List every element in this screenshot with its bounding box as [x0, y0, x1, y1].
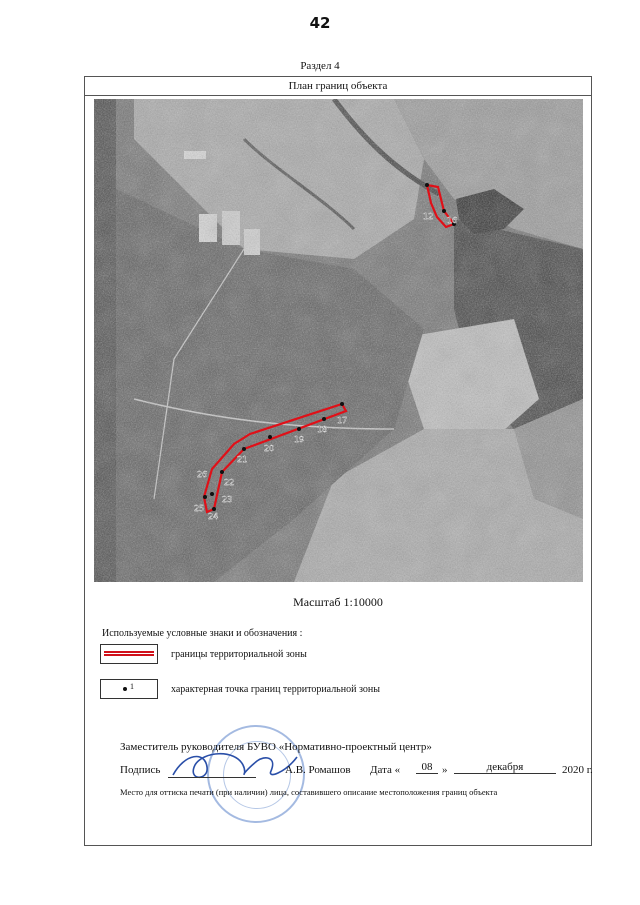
date-year: 2020 г.	[562, 764, 593, 776]
boundary-point	[297, 427, 301, 431]
plan-frame	[84, 76, 592, 846]
seal-placement-note: Место для оттиска печати (при наличии) лица, составившего описание местоположения границ объекта	[120, 787, 498, 797]
boundary-point	[340, 402, 344, 406]
boundary-point	[210, 492, 214, 496]
boundary-point	[442, 209, 446, 213]
point-label: 19	[294, 435, 305, 444]
section-title: Раздел 4	[300, 60, 340, 72]
legend-symbol-boundary	[100, 644, 158, 664]
boundary-point	[220, 470, 224, 474]
boundary-point	[268, 435, 272, 439]
signature-label: Подпись	[120, 764, 161, 776]
date-day-close: »	[442, 764, 448, 776]
point-label: 17	[337, 416, 348, 425]
date-label: Дата «	[370, 764, 401, 776]
legend-symbol-point	[100, 679, 158, 699]
aerial-map	[94, 99, 583, 582]
signature-blank	[168, 764, 256, 778]
date-day: 08	[416, 761, 438, 774]
point-label: 16	[447, 216, 458, 225]
aerial-photo	[94, 99, 583, 582]
date-month: декабря	[454, 761, 556, 774]
map-scale: Масштаб 1:10000	[293, 595, 383, 609]
point-label: 20	[264, 444, 275, 453]
boundary-point	[425, 183, 429, 187]
black-point-icon	[123, 687, 127, 691]
signature-line	[120, 761, 593, 780]
legend-text-point: характерная точка границ территориальной зоны	[171, 684, 380, 695]
legend-point-number: 1	[130, 682, 134, 691]
point-label: 12	[423, 212, 434, 221]
plan-title: План границ объекта	[85, 77, 591, 96]
boundary-point	[203, 495, 207, 499]
point-label: 25	[194, 504, 205, 513]
page-number: 42	[309, 14, 331, 32]
point-label: 18	[317, 425, 328, 434]
legend-text-boundary: границы территориальной зоны	[171, 649, 307, 660]
boundary-point	[242, 447, 246, 451]
signer-position: Заместитель руководителя БУВО «Нормативно-проектный центр»	[120, 741, 432, 753]
red-double-line-icon	[104, 651, 154, 656]
point-label: 24	[208, 512, 219, 521]
point-label: 26	[197, 470, 208, 479]
boundary-point	[322, 417, 326, 421]
point-label: 21	[237, 455, 248, 464]
legend-heading: Используемые условные знаки и обозначения :	[102, 628, 303, 639]
signer-name: А.В. Ромашов	[285, 764, 351, 776]
point-label: 22	[224, 478, 235, 487]
boundary-point	[212, 507, 216, 511]
point-label: 23	[222, 495, 233, 504]
